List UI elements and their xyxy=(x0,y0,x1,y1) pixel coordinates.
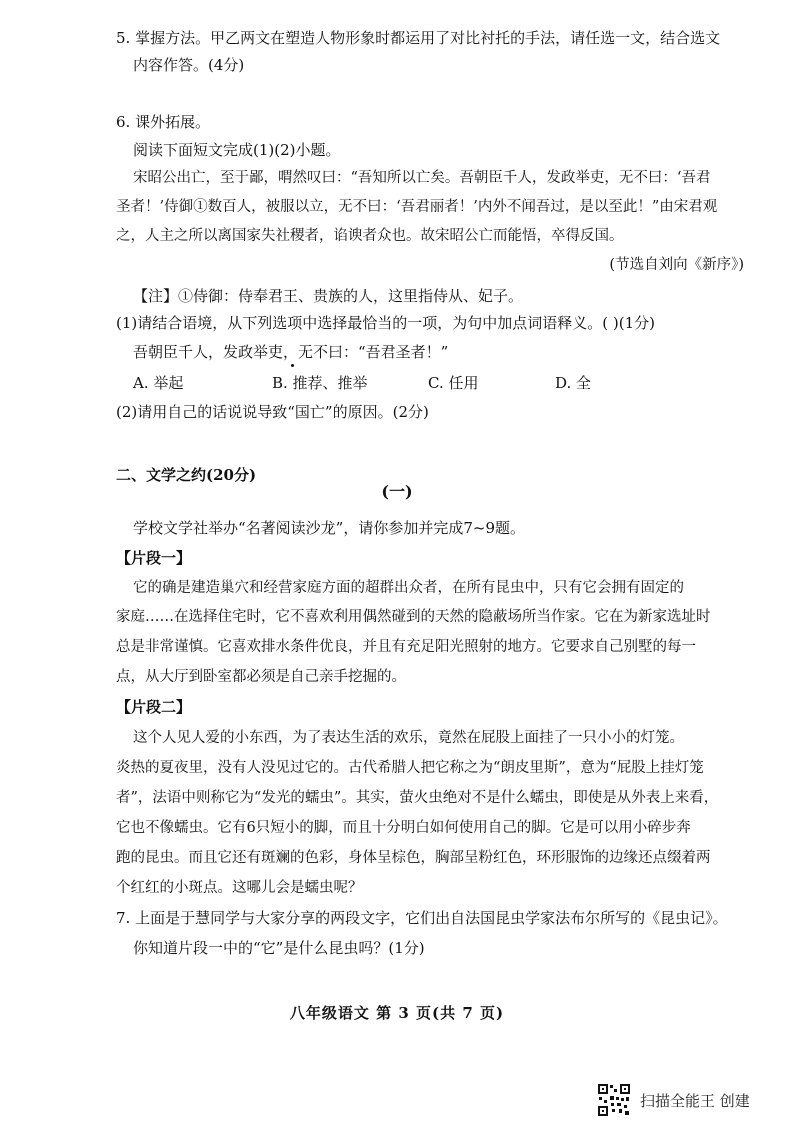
frag2-line4: 它也不像蠕虫。它有6只短小的脚，而且十分明白如何使用自己的脚。它是可以用小碎步奔 xyxy=(116,820,691,836)
section2-part: (一) xyxy=(381,482,413,501)
q6-option-b: B. 推荐、推举 xyxy=(272,374,368,392)
q6-passage-line3: 之，人主之所以离国家失社稷者，谄谀者众也。故宋昭公亡而能悟，卒得反国。 xyxy=(116,228,624,244)
frag1-label: 【片段一】 xyxy=(116,549,192,567)
q7-line2: 你知道片段一中的“它”是什么昆虫吗？(1分) xyxy=(133,939,425,957)
frag1-line2: 家庭……在选择住宅时，它不喜欢利用偶然碰到的天然的隐蔽场所当作家。它在为新家选址时 xyxy=(116,609,711,625)
q6-sub1: (1)请结合语境，从下列选项中选择最恰当的一项，为句中加点词语释义。( )(1分) xyxy=(116,314,655,332)
frag1-line3: 总是非常谨慎。它喜欢排水条件优良，并且有充足阳光照射的地方。它要求自己别墅的每一 xyxy=(116,639,696,655)
scanner-watermark: 扫描全能王 创建 xyxy=(640,1092,750,1110)
q6-option-c: C. 任用 xyxy=(428,374,479,392)
q5-line2: 内容作答。(4分) xyxy=(133,56,245,74)
page-footer: 八年级语文 第 3 页(共 7 页) xyxy=(289,1004,505,1022)
q6-instruction: 阅读下面短文完成(1)(2)小题。 xyxy=(133,141,341,159)
q6-option-a: A. 举起 xyxy=(133,374,184,392)
section2-heading: 二、文学之约(20分) xyxy=(116,466,257,484)
frag2-line3: 者”，法语中则称它为“发光的蠕虫”。其实，萤火虫绝对不是什么蠕虫，即使是从外表上来看， xyxy=(116,790,719,806)
q6-option-d: D. 全 xyxy=(555,374,592,392)
q7-line1: 7. 上面是于慧同学与大家分享的两段文字，它们出自法国昆虫学家法布尔所写的《昆虫记》。 xyxy=(116,909,728,927)
q6-title: 6. 课外拓展。 xyxy=(116,113,211,131)
qr-code-icon xyxy=(597,1083,631,1117)
section2-intro: 学校文学社举办“名著阅读沙龙”，请你参加并完成7~9题。 xyxy=(133,519,525,537)
frag2-line1: 这个人见人爱的小东西，为了表达生活的欢乐，竟然在屁股上面挂了一只小小的灯笼。 xyxy=(133,730,684,746)
frag2-label: 【片段二】 xyxy=(116,698,192,716)
frag2-line5: 跑的昆虫。而且它还有斑斓的色彩，身体呈棕色，胸部呈粉红色，环形服饰的边缘还点缀着两 xyxy=(116,850,711,866)
q6-source: (节选自刘向《新序》) xyxy=(609,257,744,273)
frag2-line2: 炎热的夏夜里，没有人没见过它的。古代希腊人把它称之为“朗皮里斯”，意为“屁股上挂灯笼 xyxy=(116,760,704,776)
frag1-line4: 点，从大厅到卧室都必须是自己亲手挖掘的。 xyxy=(116,669,406,685)
q6-passage-line1: 宋昭公出亡，至于鄙，喟然叹曰：“吾知所以亡矣。吾朝臣千人，发政举吏，无不曰：‘吾君 xyxy=(133,170,711,186)
q5-line1: 5. 掌握方法。甲乙两文在塑造人物形象时都运用了对比衬托的手法，请任选一文，结合选文 xyxy=(116,29,721,47)
frag1-line1: 它的确是建造巢穴和经营家庭方面的超群出众者，在所有昆虫中，只有它会拥有固定的 xyxy=(133,580,684,596)
q6-note: 【注】①侍御：侍奉君王、贵族的人，这里指侍从、妃子。 xyxy=(133,287,524,305)
q6-sub1-sentence: 吾朝臣千人，发政举吏，无不曰：“吾君圣者！” xyxy=(133,343,449,361)
emphasis-dot xyxy=(291,364,294,367)
q6-passage-line2: 圣者！’侍御①数百人，被服以立，无不曰：‘吾君丽者！’内外不闻吾过，是以至此！”由宋君观 xyxy=(116,199,718,215)
q6-sub2: (2)请用自己的话说说导致“国亡”的原因。(2分) xyxy=(116,403,429,421)
frag2-line6: 个红红的小斑点。这哪儿会是蠕虫呢？ xyxy=(116,880,363,896)
